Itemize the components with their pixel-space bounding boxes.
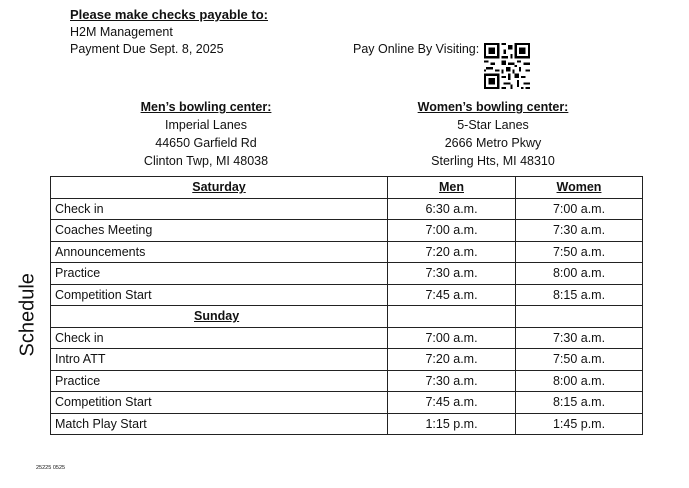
men-bowling-center: [120, 98, 292, 170]
women-time: 7:50 a.m.: [516, 241, 643, 263]
footnote-code: 25225 0525: [36, 465, 66, 471]
women-bowling-center: [403, 98, 583, 170]
event-name: Competition Start: [51, 284, 388, 306]
table-header-row: [51, 177, 643, 199]
women-center-street: 2666 Metro Pkwy: [444, 136, 542, 150]
women-time: 8:15 a.m.: [516, 392, 643, 414]
men-time: 7:00 a.m.: [388, 220, 516, 242]
qr-code-icon[interactable]: [484, 43, 530, 89]
women-column-header: Women: [516, 177, 643, 199]
empty-cell: [516, 306, 643, 328]
women-time: 7:50 a.m.: [516, 349, 643, 371]
event-name: Competition Start: [51, 392, 388, 414]
event-name: Match Play Start: [51, 413, 388, 435]
pay-online-label: Pay Online By Visiting:: [353, 42, 480, 56]
men-time: 1:15 p.m.: [388, 413, 516, 435]
men-center-name: Imperial Lanes: [165, 118, 247, 132]
women-time: 8:00 a.m.: [516, 370, 643, 392]
men-time: 7:30 a.m.: [388, 263, 516, 285]
sunday-header-row: [51, 306, 643, 328]
men-time: 7:30 a.m.: [388, 370, 516, 392]
event-name: Coaches Meeting: [51, 220, 388, 242]
payment-due: Payment Due Sept. 8, 2025: [70, 42, 224, 56]
payment-title: Please make checks payable to:: [70, 7, 269, 22]
men-time: 7:20 a.m.: [388, 349, 516, 371]
event-name: Announcements: [51, 241, 388, 263]
event-name: Practice: [51, 370, 388, 392]
women-time: 1:45 p.m.: [516, 413, 643, 435]
table-row: [51, 413, 643, 435]
men-time: 7:00 a.m.: [388, 327, 516, 349]
table-row: [51, 370, 643, 392]
women-center-header: Women’s bowling center:: [417, 100, 569, 114]
women-time: 7:30 a.m.: [516, 220, 643, 242]
men-time: 7:45 a.m.: [388, 284, 516, 306]
table-row: [51, 327, 643, 349]
women-time: 7:00 a.m.: [516, 198, 643, 220]
schedule-side-label: Schedule: [16, 273, 39, 357]
men-time: 7:45 a.m.: [388, 392, 516, 414]
sunday-header: Sunday: [51, 306, 388, 328]
table-row: [51, 263, 643, 285]
women-center-name: 5-Star Lanes: [457, 118, 529, 132]
payee-name: H2M Management: [70, 25, 173, 39]
women-time: 8:15 a.m.: [516, 284, 643, 306]
schedule-table: [50, 176, 643, 435]
men-center-header: Men’s bowling center:: [140, 100, 272, 114]
empty-cell: [388, 306, 516, 328]
table-row: [51, 220, 643, 242]
table-row: [51, 392, 643, 414]
event-name: Practice: [51, 263, 388, 285]
women-time: 7:30 a.m.: [516, 327, 643, 349]
table-row: [51, 349, 643, 371]
men-time: 6:30 a.m.: [388, 198, 516, 220]
event-name: Intro ATT: [51, 349, 388, 371]
women-center-city: Sterling Hts, MI 48310: [431, 154, 555, 168]
women-time: 8:00 a.m.: [516, 263, 643, 285]
men-column-header: Men: [388, 177, 516, 199]
event-name: Check in: [51, 327, 388, 349]
men-center-city: Clinton Twp, MI 48038: [143, 154, 269, 168]
event-name: Check in: [51, 198, 388, 220]
men-time: 7:20 a.m.: [388, 241, 516, 263]
table-row: [51, 198, 643, 220]
men-center-street: 44650 Garfield Rd: [155, 136, 257, 150]
table-row: [51, 241, 643, 263]
table-row: [51, 284, 643, 306]
saturday-header: Saturday: [51, 177, 388, 199]
